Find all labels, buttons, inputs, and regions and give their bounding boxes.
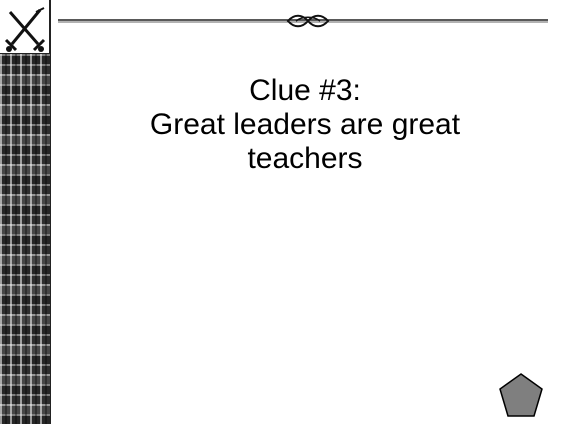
rope-knot-divider (58, 14, 548, 28)
tartan-border (0, 0, 51, 424)
pentagon-nav-button[interactable] (498, 372, 544, 418)
title-line-2: Great leaders are great (149, 108, 461, 141)
rope-divider (58, 14, 548, 28)
title-line-3: teachers (247, 142, 363, 175)
crossed-swords-icon (0, 0, 50, 54)
slide-title (60, 74, 550, 176)
pentagon-icon (498, 372, 544, 418)
title-line-1: Clue #3: (249, 74, 361, 107)
logo-box (0, 0, 50, 54)
